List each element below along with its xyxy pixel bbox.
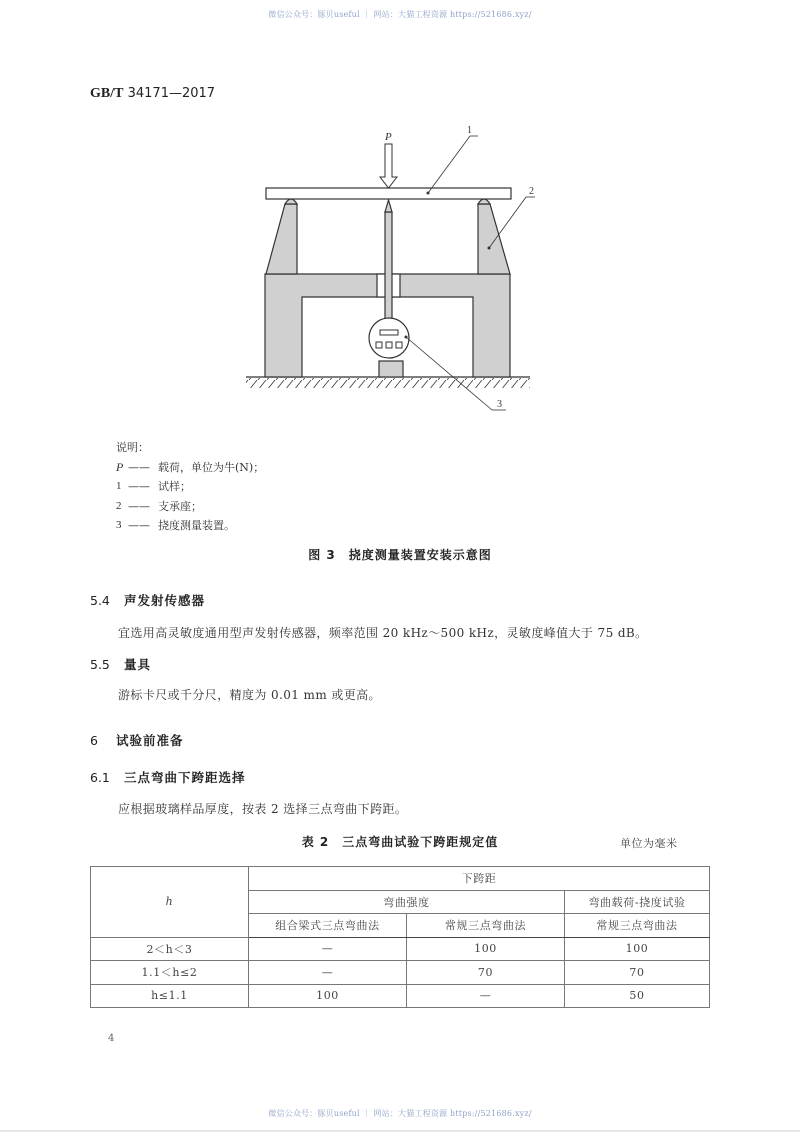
header-col: 常规三点弯曲法 (407, 914, 565, 938)
legend-dash: —— (128, 480, 150, 493)
table-row (91, 961, 710, 985)
cell: 100 (249, 984, 407, 1008)
watermark-top: 微信公众号：豚贝useful ｜ 网站：大猫工程资源 https://521686.xyz/ (268, 10, 532, 19)
cell: — (249, 937, 407, 961)
table-title: 表 2 三点弯曲试验下跨距规定值 (301, 835, 499, 849)
header-col: 常规三点弯曲法 (565, 914, 710, 938)
section-number: 5.4 (90, 593, 110, 608)
callout-2: 2 (529, 186, 534, 197)
section-title: 三点弯曲下跨距选择 (124, 770, 246, 785)
legend-dash: —— (128, 519, 150, 532)
section-number: 6 (90, 733, 98, 748)
header-sub2: 弯曲载荷-挠度试验 (565, 890, 710, 914)
cell: 100 (407, 937, 565, 961)
legend-text: 支承座； (158, 499, 202, 513)
section-body-5-5: 游标卡尺或千分尺，精度为 0.01 mm 或更高。 (118, 688, 381, 702)
page-number: 4 (108, 1033, 115, 1044)
cell: — (249, 961, 407, 985)
cell: — (407, 984, 565, 1008)
legend-text: 载荷，单位为牛(N)； (158, 460, 265, 474)
callout-3: 3 (497, 399, 502, 410)
probe-rod-icon (385, 200, 392, 322)
standard-prefix: GB/T (90, 86, 124, 101)
cell: 70 (407, 961, 565, 985)
specimen-icon (266, 188, 511, 199)
cell: 70 (565, 961, 710, 985)
section-heading-6-1 (90, 768, 246, 786)
figure-legend (116, 438, 264, 536)
load-arrow-icon (380, 144, 397, 188)
header-col: 组合梁式三点弯曲法 (249, 914, 407, 938)
section-body-6-1: 应根据玻璃样品厚度，按表 2 选择三点弯曲下跨距。 (118, 802, 408, 816)
table-row (91, 937, 710, 961)
standard-code (90, 86, 215, 102)
section-title: 试验前准备 (116, 733, 184, 748)
watermark-bottom: 微信公众号：豚贝useful ｜ 网站：大猫工程资源 https://521686.xyz/ (268, 1109, 532, 1118)
legend-item (116, 477, 264, 497)
legend-dash: —— (128, 460, 150, 474)
legend-key: 3 (116, 519, 122, 531)
legend-item (116, 516, 264, 536)
figure-caption: 图 3 挠度测量装置安装示意图 (308, 548, 492, 562)
cell: 50 (565, 984, 710, 1008)
callout-leaders (406, 136, 535, 410)
section-number: 6.1 (90, 770, 110, 785)
section-title: 量具 (124, 657, 152, 672)
header-sub1: 弯曲强度 (249, 890, 565, 914)
legend-key: P (116, 459, 124, 474)
section-heading-6 (90, 731, 184, 749)
section-title: 声发射传感器 (124, 593, 206, 608)
header-group: 下跨距 (249, 867, 710, 891)
legend-text: 挠度测量装置。 (158, 519, 235, 532)
legend-key: 1 (116, 480, 122, 492)
table-row (91, 984, 710, 1008)
dial-gauge-icon (369, 318, 409, 377)
legend-key: 2 (116, 499, 122, 512)
section-heading-5-5 (90, 655, 151, 673)
standard-number: 34171—2017 (127, 86, 216, 101)
ground-icon (246, 377, 530, 388)
section-heading-5-4 (90, 591, 205, 609)
section-number: 5.5 (90, 657, 110, 672)
legend-dash: —— (128, 499, 150, 513)
cell-h: 2＜h＜3 (91, 937, 249, 961)
legend-title: 说明： (116, 441, 149, 454)
header-h: h (91, 867, 249, 938)
cell-h: 1.1＜h≤2 (91, 961, 249, 985)
callout-load: P (385, 131, 392, 143)
figure-3-diagram (240, 120, 560, 420)
legend-item (116, 497, 264, 517)
table-header-row (91, 867, 710, 891)
cell: 100 (565, 937, 710, 961)
table-unit: 单位为毫米 (620, 837, 678, 850)
section-body-5-4: 宜选用高灵敏度通用型声发射传感器，频率范围 20 kHz～500 kHz，灵敏度峰值大于 75 dB。 (118, 626, 648, 640)
legend-text: 试样； (158, 480, 191, 493)
legend-item (116, 458, 264, 478)
cell-h: h≤1.1 (91, 984, 249, 1008)
callout-1: 1 (467, 125, 472, 136)
span-table (90, 866, 710, 1008)
